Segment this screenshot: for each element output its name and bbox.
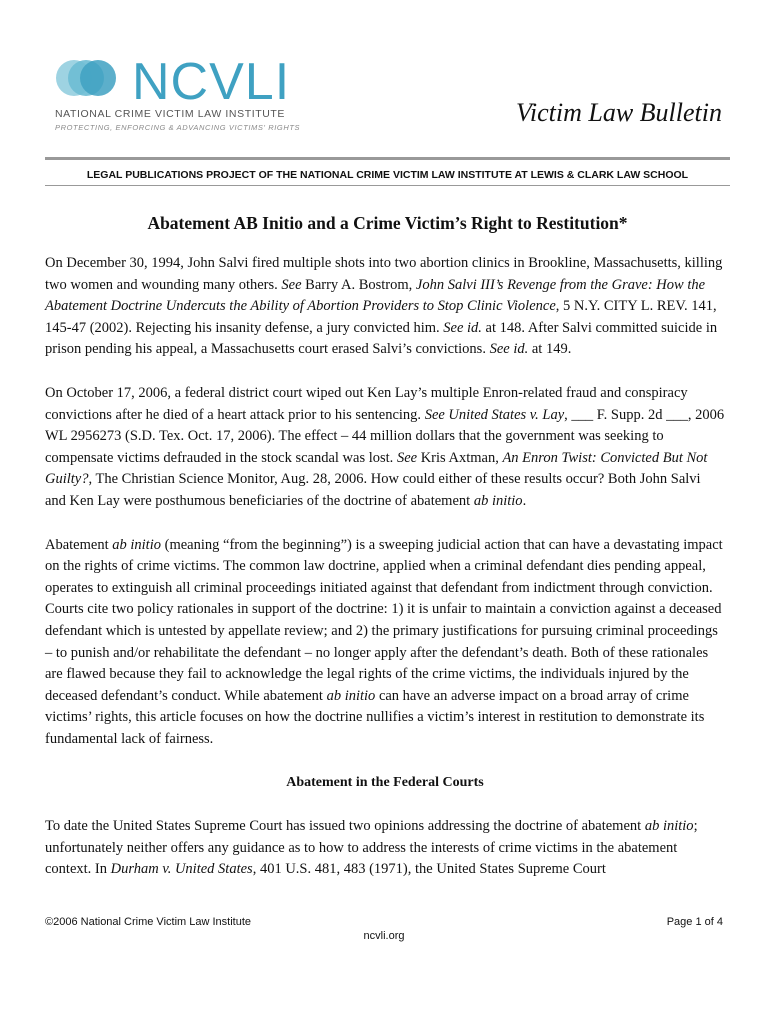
article-body [45,253,725,903]
text-run: , ___ F. Supp. 2d ___, 2006 WL 2956273 (S.D. Tex. Oct. 17, 2006). The effect – 44 million dollars that the government was seeking to compensate victims defrauded in the stock scandal was lost. [45,406,725,466]
logo-organization-name: NATIONAL CRIME VICTIM LAW INSTITUTE [55,108,286,120]
text-run: Abatement [45,536,113,553]
header-divider [45,157,730,160]
footer-page-number: Page 1 of 4 [666,916,723,928]
text-run: , 5 N.Y. CITY L. REV. 141, 145-47 (2002). Rejecting his insanity defense, a jury convicted him. [45,298,717,336]
italic-text-run: ab initio [112,536,161,553]
header-divider-thin [45,185,730,186]
paragraph-3 [45,535,725,751]
footer-website: ncvli.org [363,930,405,942]
text-run: On October 17, 2006, a federal district court wiped out Ken Lay’s multiple Enron-related fraud and conspiracy convictions after he died of a heart attack prior to his sentencing. [45,384,688,423]
text-run: . [522,492,527,509]
italic-text-run: ab initio [473,492,523,509]
text-run: (meaning “from the beginning”) is a sweeping judicial action that can have a devastating impact on the rights of crime victims. The common law doctrine, applied when a criminal defendant dies pending appeal, operates to extinguish all criminal proceedings initiated against that defendant from indictment through conviction. Courts cite two policy rationales in support of the doctrine: 1) it is unfair to maintain a conviction against a deceased defendant which is untested by appellate review; and 2) the primary justifications for pursuing criminal proceedings – to punish and/or rehabilitate the defendant – no longer apply after the defendant’s death. Both of these rationales are flawed because they fail to acknowledge the legal rights of the crime victims, the individuals injured by the deceased defendant’s conduct. While abatement [45,536,723,704]
text-run: , The Christian Science Monitor, Aug. 28, 2006. How could either of these results occur? Both John Salvi and Ken Lay were posthumous beneficiaries of the doctrine of abatement [45,471,701,509]
text-run: can have an adverse impact on a broad array of crime victims’ rights, this article focuses on how the doctrine nullifies a victim’s interest in restitution to demonstrate its fundamental lack of fairness. [45,687,705,747]
bulletin-title: Victim Law Bulletin [515,98,722,127]
italic-text-run: See [281,276,302,293]
ncvli-emblem-icon [52,52,132,108]
italic-text-run: An Enron Twist: Convicted But Not Guilty? [45,449,708,488]
footer-copyright: ©2006 National Crime Victim Law Institute [45,916,251,928]
text-run: at 149. [528,341,572,358]
text-run: , 401 U.S. 481, 483 (1971), the United States Supreme Court [252,861,606,878]
italic-text-run: See id. [443,319,482,336]
project-line: LEGAL PUBLICATIONS PROJECT OF THE NATIONAL CRIME VICTIM LAW INSTITUTE AT LEWIS & CLARK LAW SCHOOL [86,169,689,181]
italic-text-run: Durham v. United States [110,861,253,878]
italic-text-run: See id. [489,341,529,358]
paragraph-2 [45,383,725,513]
italic-text-run: See [396,449,418,466]
section-heading: Abatement in the Federal Courts [286,775,484,791]
text-run: at 148. After Salvi committed suicide in prison pending his appeal, a Massachusetts court erased Salvi’s convictions. [45,319,718,358]
italic-text-run: See United States v. Lay [424,406,565,423]
paragraph-4 [45,816,725,881]
italic-text-run: ab initio [644,818,694,835]
article-title: Abatement AB Initio and a Crime Victim’s Right to Restitution* [147,213,628,233]
text-run: To date the United States Supreme Court has issued two opinions addressing the doctrine of abatement [45,818,645,835]
text-run: Barry A. Bostrom, [301,276,416,293]
logo-wordmark: NCVLI [132,53,291,111]
text-run: ; unfortunately neither offers any guidance as to how to address the interests of crime victims in the abatement context. In [45,818,698,878]
text-run: Kris Axtman, [417,449,503,466]
text-run: On December 30, 1994, John Salvi fired multiple shots into two abortion clinics in Brookline, Massachusetts, killing two women and wounding many others. [45,255,723,293]
italic-text-run: ab initio [326,687,376,704]
ncvli-logo [52,52,322,132]
paragraph-1 [45,253,725,361]
italic-text-run: John Salvi III’s Revenge from the Grave: How the Abatement Doctrine Undercuts the Ability of Abortion Providers to Stop Clinic Violence [45,276,706,315]
logo-tagline: PROTECTING, ENFORCING & ADVANCING VICTIMS' RIGHTS [55,123,301,132]
